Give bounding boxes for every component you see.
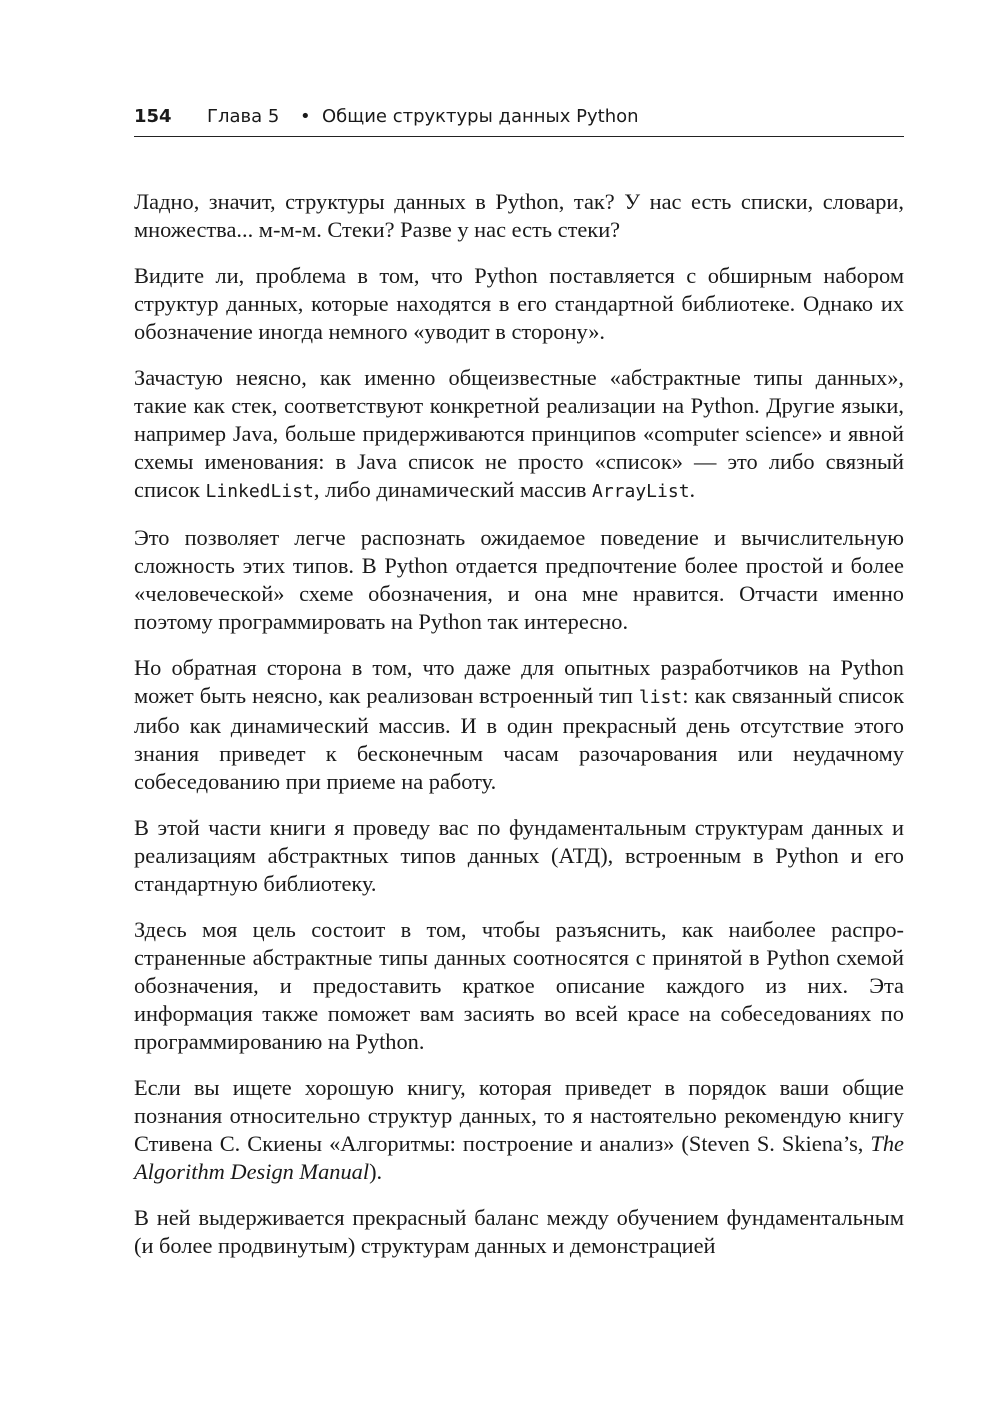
paragraph-7: Здесь моя цель состоит в том, чтобы разъяснить, как наиболее распространенные абстрактные типы данных соотносятся с принятой в Python схемой обозначения, и предоставить краткое описание каждого из них. Эта информация также поможет вам засиять во всей красе на собеседованиях по программированию на Python. <box>134 917 904 1054</box>
code-arraylist: ArrayList <box>592 481 690 502</box>
header-separator: • <box>300 106 311 127</box>
paragraph-8-text-before: Если вы ищете хорошую книгу, которая приведет в порядок ваши общие познания относительно структур данных, то я настоятельно рекомендую книгу Стивена С. Скиены «Алгоритмы: построение и анализ» (Steven S. Skiena’s, <box>134 1075 904 1156</box>
page-number: 154 <box>134 106 172 127</box>
paragraph-3-text-before: Зачастую неясно, как именно общеизвестные «абстрактные типы данных», такие как стек, соответствуют конкретной реализации на Python. Другие языки, например Java, больше придерживаются принципов «computer science» и явной схемы именования: в Java список не просто «список» — это либо связный список <box>134 365 904 502</box>
chapter-label: Глава 5 <box>207 106 280 127</box>
code-linkedlist: LinkedList <box>205 481 314 502</box>
code-list: list <box>638 687 683 708</box>
paragraph-3-text-middle: , либо динамический массив <box>313 477 592 502</box>
paragraph-5 <box>134 654 904 796</box>
paragraph-5-text-before: Но обратная сторона в том, что даже для опытных разработчиков на Python может быть неясно, как реализован встроенный тип <box>134 655 904 708</box>
paragraph-5-text-after: : как связанный список либо как динамический массив. И в один прекрасный день отсутствие этого знания приведет к бесконечным часам разочарования или неудачному собеседованию при приеме на работу. <box>134 683 904 794</box>
paragraph-8-text-after: ). <box>369 1159 383 1184</box>
running-header <box>134 103 904 137</box>
book-title: The Algorithm Design Manual <box>134 1131 904 1184</box>
paragraph-9: В ней выдерживается прекрасный баланс между обучением фундаментальным (и более продвинутым) структурам данных и демонстрацией <box>134 1205 904 1258</box>
paragraph-2: Видите ли, проблема в том, что Python поставляется с обширным набором структур данных, которые находятся в его стандартной библиотеке. Однако их обозначение иногда немного «уводит в сторону». <box>134 263 904 344</box>
paragraph-8 <box>134 1074 904 1186</box>
paragraph-1: Ладно, значит, структуры данных в Python, так? У нас есть списки, словари, множества... м-м-м. Стеки? Разве у нас есть стеки? <box>134 189 904 242</box>
paragraph-4: Это позволяет легче распознать ожидаемое поведение и вычислительную сложность этих типов. В Python отдается предпочтение более простой и более «человеческой» схеме обозначения, и она мне нравится. Отчасти именно поэтому программировать на Python так интересно. <box>134 525 904 634</box>
chapter-title: Общие структуры данных Python <box>322 106 639 127</box>
paragraph-3 <box>134 364 904 506</box>
body-text <box>134 188 904 1278</box>
paragraph-3-text-after: . <box>689 477 696 502</box>
paragraph-6: В этой части книги я проведу вас по фундаментальным структурам данных и реализациям абстрактных типов данных (АТД), встроенным в Python и его стандартную библиотеку. <box>134 815 904 896</box>
